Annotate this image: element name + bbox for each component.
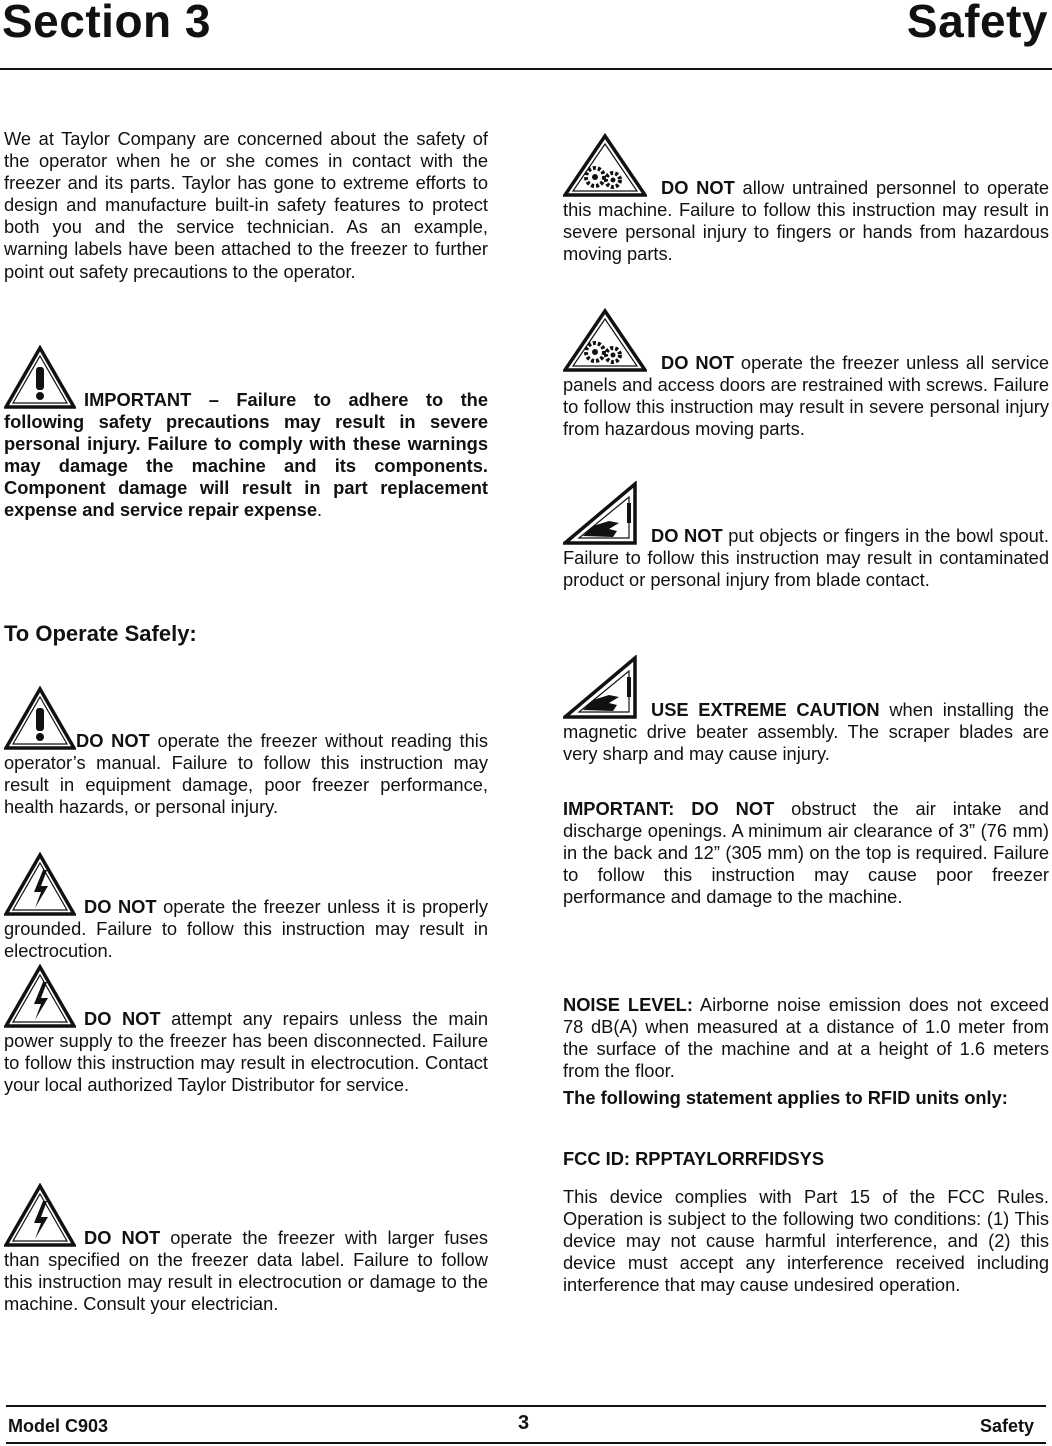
page-header [0, 0, 1052, 72]
fcc-id-text: FCC ID: RPPTAYLORRFIDSYS [563, 1148, 825, 1169]
exclamation-warning-icon [4, 345, 76, 411]
warning-lead: DO NOT [76, 730, 150, 751]
footer-model: Model C903 [8, 1416, 109, 1436]
warning-text: allow untrained personnel to operate this machine. Failure to follow this instruction may result in severe personal injury to fingers or hands from hazardous moving parts. [563, 177, 1049, 265]
warning-lead: DO NOT [84, 1227, 161, 1248]
section-heading: To Operate Safely: [4, 621, 197, 646]
warning-item-untrained [563, 133, 1049, 265]
footer-rule-top [6, 1405, 1046, 1407]
electric-shock-warning-icon [4, 852, 76, 918]
intro-text: We at Taylor Company are concerned about the safety of the operator when he or she comes in contact with the freezer and its parts. Taylor has gone to extreme efforts to design and manufacture built-in safety features to protect both you and the service technician. As an example, warning labels have been attached to the freezer to further point out safety precautions to the operator. [4, 128, 488, 282]
warning-text: operate the freezer with larger fuses than specified on the freezer data label. Failure to follow this instruction may result in electrocution or damage to the machine. Consult your electrician. [4, 1227, 489, 1315]
warning-item-grounding [4, 852, 488, 962]
electric-shock-warning-icon [4, 964, 76, 1030]
exclamation-warning-icon [4, 686, 76, 752]
header-rule [0, 68, 1052, 70]
warning-item-panels [563, 308, 1049, 440]
warning-lead: DO NOT [661, 352, 734, 373]
important-suffix: . [317, 499, 323, 521]
warning-text: operate the freezer unless all service panels and access doors are restrained with screws. Failure to follow this instruction may result in severe personal injury from hazardous moving parts. [563, 352, 1050, 440]
moving-gears-warning-icon [563, 308, 647, 374]
warning-item-fuses [4, 1183, 488, 1315]
moving-gears-warning-icon [563, 133, 647, 199]
warning-item-spout [563, 481, 1049, 591]
warning-item-manual [4, 686, 488, 818]
hand-blade-warning-icon [563, 655, 639, 721]
airflow-lead: IMPORTANT: DO NOT [563, 798, 775, 819]
warning-lead: DO NOT [651, 525, 723, 546]
airflow-notice [563, 798, 1049, 908]
page-number: 3 [518, 1412, 530, 1434]
warning-lead: DO NOT [84, 896, 157, 917]
warning-item-repairs [4, 964, 488, 1096]
fcc-statement [563, 1186, 1049, 1296]
warning-text: operate the freezer unless it is properly grounded. Failure to follow this instruction may result in electrocution. [4, 896, 489, 962]
section-number: Section 3 [2, 0, 212, 47]
noise-lead: NOISE LEVEL: [563, 994, 693, 1015]
noise-notice [563, 994, 1049, 1082]
page-footer [0, 1405, 1052, 1445]
important-text: IMPORTANT – Failure to adhere to the following safety precautions may result in severe personal injury. Failure to comply with these warnings may damage the machine and its components. Component damage will result in part replacement expense and service repair expense [4, 389, 488, 521]
noise-text: Airborne noise emission does not exceed 78 dB(A) when measured at a distance of 1.0 meter from the surface of the machine and at a height of 1.6 meters from the floor. [563, 994, 1049, 1082]
warning-lead: DO NOT [661, 177, 735, 198]
rfid-statement [563, 1087, 1049, 1109]
page-title: Safety [906, 0, 1048, 47]
rfid-statement-text: The following statement applies to RFID units only: [563, 1087, 1008, 1108]
warning-lead: USE EXTREME CAUTION [651, 699, 880, 720]
airflow-text: obstruct the air intake and discharge openings. A minimum air clearance of 3” (76 mm) in the back and 12” (305 mm) on the top is required. Failure to follow this instruction may cause poor freezer performance and damage to the machine. [563, 798, 1049, 908]
warning-text: attempt any repairs unless the main power supply to the freezer has been disconnected. Failure to follow this instruction may result in electrocution. Contact your local authorized Taylor Distributor for service. [4, 1008, 488, 1096]
warning-item-blades [563, 655, 1049, 765]
warning-text: put objects or fingers in the bowl spout. Failure to follow this instruction may result in contaminated product or personal injury from blade contact. [563, 525, 1049, 591]
warning-lead: DO NOT [84, 1008, 161, 1029]
footer-rule-bottom [6, 1442, 1046, 1444]
footer-section: Safety [979, 1416, 1034, 1436]
intro-paragraph [4, 128, 488, 283]
fcc-id [563, 1148, 1049, 1170]
electric-shock-warning-icon [4, 1183, 76, 1249]
fcc-statement-text: This device complies with Part 15 of the FCC Rules. Operation is subject to the following two conditions: (1) This device may not cause harmful interference, and (2) this device must accept any interference received including interference that may cause undesired operation. [563, 1186, 1049, 1296]
hand-blade-warning-icon [563, 481, 639, 547]
warning-text: when installing the magnetic drive beater assembly. The scraper blades are very sharp and may cause injury. [563, 699, 1049, 765]
important-notice [4, 345, 488, 522]
warning-text: operate the freezer without reading this operator’s manual. Failure to follow this instruction may result in equipment damage, poor freezer performance, health hazards, or personal injury. [4, 730, 488, 818]
